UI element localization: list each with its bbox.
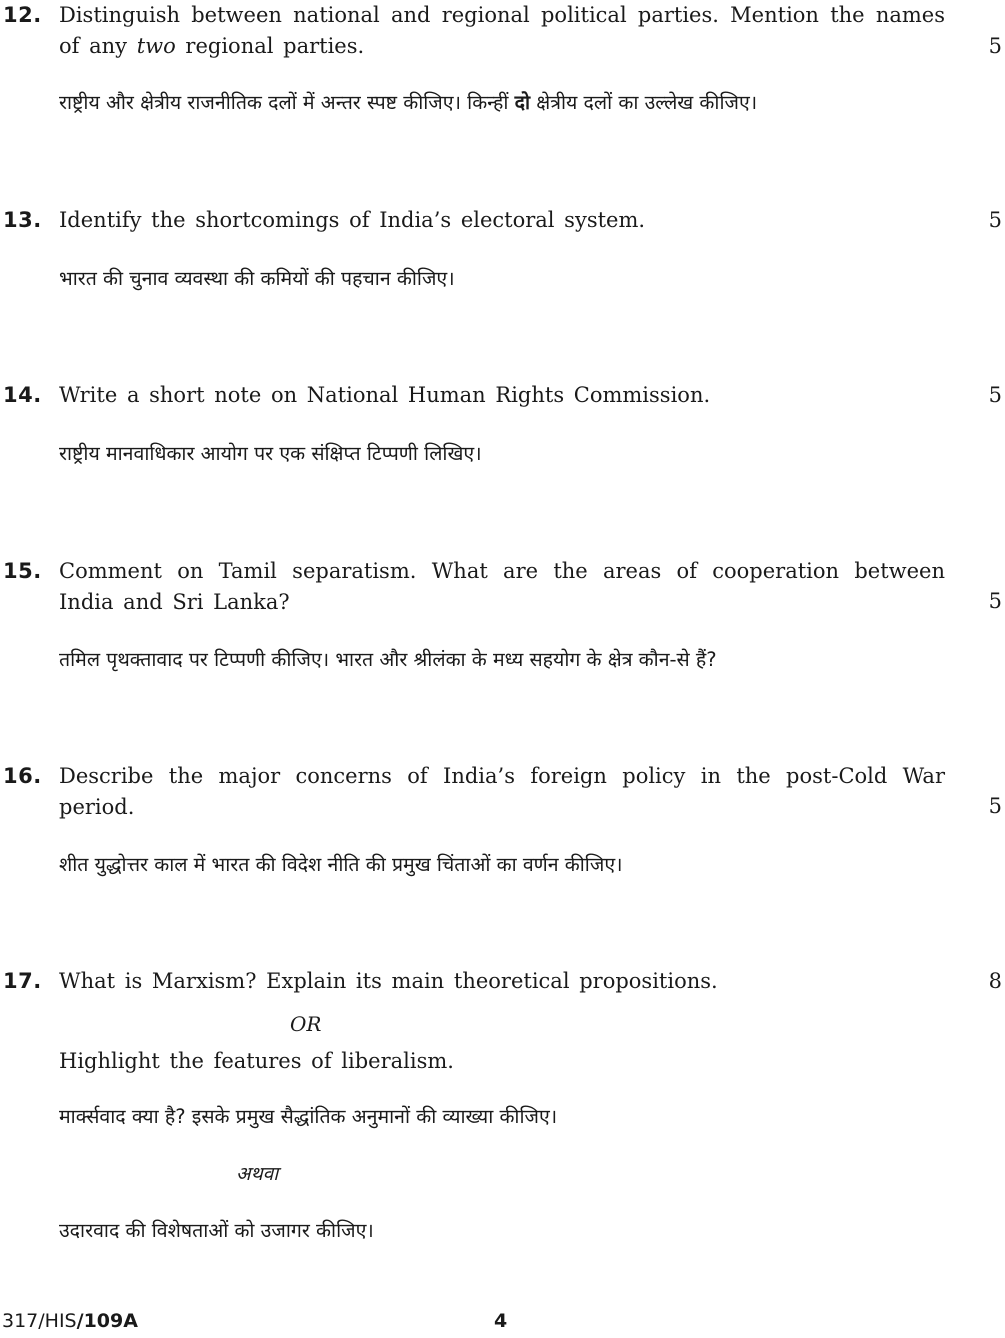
question-text-english: Distinguish between national and regional political parties. Mention the names of any two regional parties. [59,3,945,58]
question-number: 12. [3,3,42,27]
or-separator-hindi: अथवा [236,1163,279,1185]
emphasis-text: two [136,34,176,58]
question-text-english: What is Marxism? Explain its main theoretical propositions. [59,969,718,993]
question-marks: 8 [988,969,1002,993]
question-text-english: Identify the shortcomings of India’s electoral system. [59,208,646,232]
question-text-hindi: राष्ट्रीय मानवाधिकार आयोग पर एक संक्षिप्त टिप्पणी लिखिए। [59,442,482,465]
question-text-english: Comment on Tamil separatism. What are the areas of cooperation between India and Sri Lanka? [59,559,945,614]
question-marks: 5 [988,208,1002,232]
question-marks: 5 [988,794,1002,818]
alternative-question-hindi: उदारवाद की विशेषताओं को उजागर कीजिए। [59,1219,374,1242]
bold-text: दो [514,91,531,114]
question-text-hindi: भारत की चुनाव व्यवस्था की कमियों की पहचान कीजिए। [59,267,455,290]
question-number: 14. [3,383,42,407]
question-text-hindi: शीत युद्धोत्तर काल में भारत की विदेश नीति की प्रमुख चिंताओं का वर्णन कीजिए। [59,853,623,876]
question-text-hindi: मार्क्सवाद क्या है? इसके प्रमुख सैद्धांतिक अनुमानों की व्याख्या कीजिए। [59,1105,558,1128]
question-number: 15. [3,559,42,583]
page-footer [0,1308,1005,1338]
question-number: 13. [3,208,42,232]
or-separator-english: OR [290,1012,322,1036]
question-marks: 5 [988,383,1002,407]
alternative-question-english: Highlight the features of liberalism. [59,1049,454,1073]
question-text-english: Describe the major concerns of India’s foreign policy in the post-Cold War period. [59,764,945,819]
question-marks: 5 [988,589,1002,613]
question-number: 16. [3,764,42,788]
page-number: 4 [494,1310,508,1332]
question-text-hindi: तमिल पृथक्तावाद पर टिप्पणी कीजिए। भारत और श्रीलंका के मध्य सहयोग के क्षेत्र कौन-से हैं? [59,648,717,671]
question-text-hindi: राष्ट्रीय और क्षेत्रीय राजनीतिक दलों में अन्तर स्पष्ट कीजिए। किन्हीं दो क्षेत्रीय दलों का उल्लेख कीजिए। [59,91,758,114]
question-marks: 5 [988,34,1002,58]
question-text-english: Write a short note on National Human Rights Commission. [59,383,711,407]
question-number: 17. [3,969,42,993]
paper-code: 317/HIS/109A [2,1310,138,1332]
